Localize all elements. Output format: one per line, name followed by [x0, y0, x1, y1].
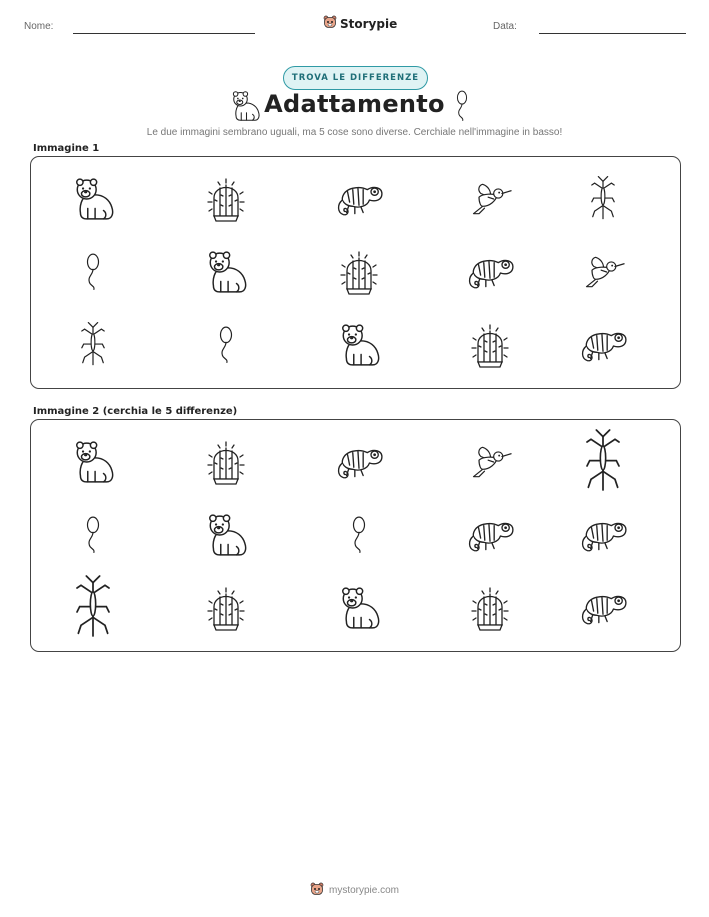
cactus-icon [206, 176, 246, 222]
image-panel-2[interactable] [30, 419, 681, 652]
date-label: Data: [493, 21, 517, 32]
polar-bear-icon[interactable] [72, 440, 114, 484]
hummingbird-icon [468, 180, 512, 218]
instructions: Le due immagini sembrano uguali, ma 5 cose sono diverse. Cerchiale nell'immagine in basso! [146, 127, 563, 138]
storypie-mascot-icon [323, 14, 337, 33]
stick-insect-icon [589, 175, 617, 223]
polar-bear-icon [338, 323, 380, 367]
hummingbird-icon [581, 253, 625, 291]
cactus-icon[interactable] [470, 585, 510, 631]
date-line[interactable] [539, 33, 686, 34]
polar-bear-icon [72, 177, 114, 221]
stick-insect-icon [79, 321, 107, 369]
brand-logo [323, 14, 397, 33]
footer-url[interactable]: mystorypie.com [328, 885, 399, 896]
stick-insect-icon[interactable] [73, 574, 113, 642]
seed-icon[interactable] [348, 512, 370, 558]
name-line[interactable] [73, 33, 255, 34]
seed-icon [82, 249, 104, 295]
cactus-icon[interactable] [206, 439, 246, 485]
panel2-label: Immagine 2 (cerchia le 5 differenze) [33, 406, 238, 417]
chameleon-icon[interactable] [465, 513, 515, 557]
chameleon-icon [578, 323, 628, 367]
activity-badge: TROVA LE DIFFERENZE [283, 66, 428, 90]
footer [0, 881, 709, 900]
image-panel-1 [30, 156, 681, 389]
polar-bear-icon [205, 250, 247, 294]
panel1-label: Immagine 1 [33, 143, 100, 154]
cactus-icon [339, 249, 379, 295]
cactus-icon[interactable] [206, 585, 246, 631]
chameleon-icon[interactable] [334, 440, 384, 484]
chameleon-icon[interactable] [578, 513, 628, 557]
chameleon-icon [334, 177, 384, 221]
page-title: Adattamento [264, 90, 445, 118]
polar-bear-icon[interactable] [338, 586, 380, 630]
chameleon-icon[interactable] [578, 586, 628, 630]
seed-icon [452, 90, 472, 126]
hummingbird-icon[interactable] [468, 443, 512, 481]
polar-bear-icon[interactable] [205, 513, 247, 557]
cactus-icon [470, 322, 510, 368]
brand-name: Storypie [340, 16, 398, 31]
name-label: Nome: [24, 21, 54, 32]
chameleon-icon [465, 250, 515, 294]
storypie-mascot-icon [310, 881, 324, 900]
seed-icon [215, 322, 237, 368]
stick-insect-icon[interactable] [583, 428, 623, 496]
seed-icon[interactable] [82, 512, 104, 558]
